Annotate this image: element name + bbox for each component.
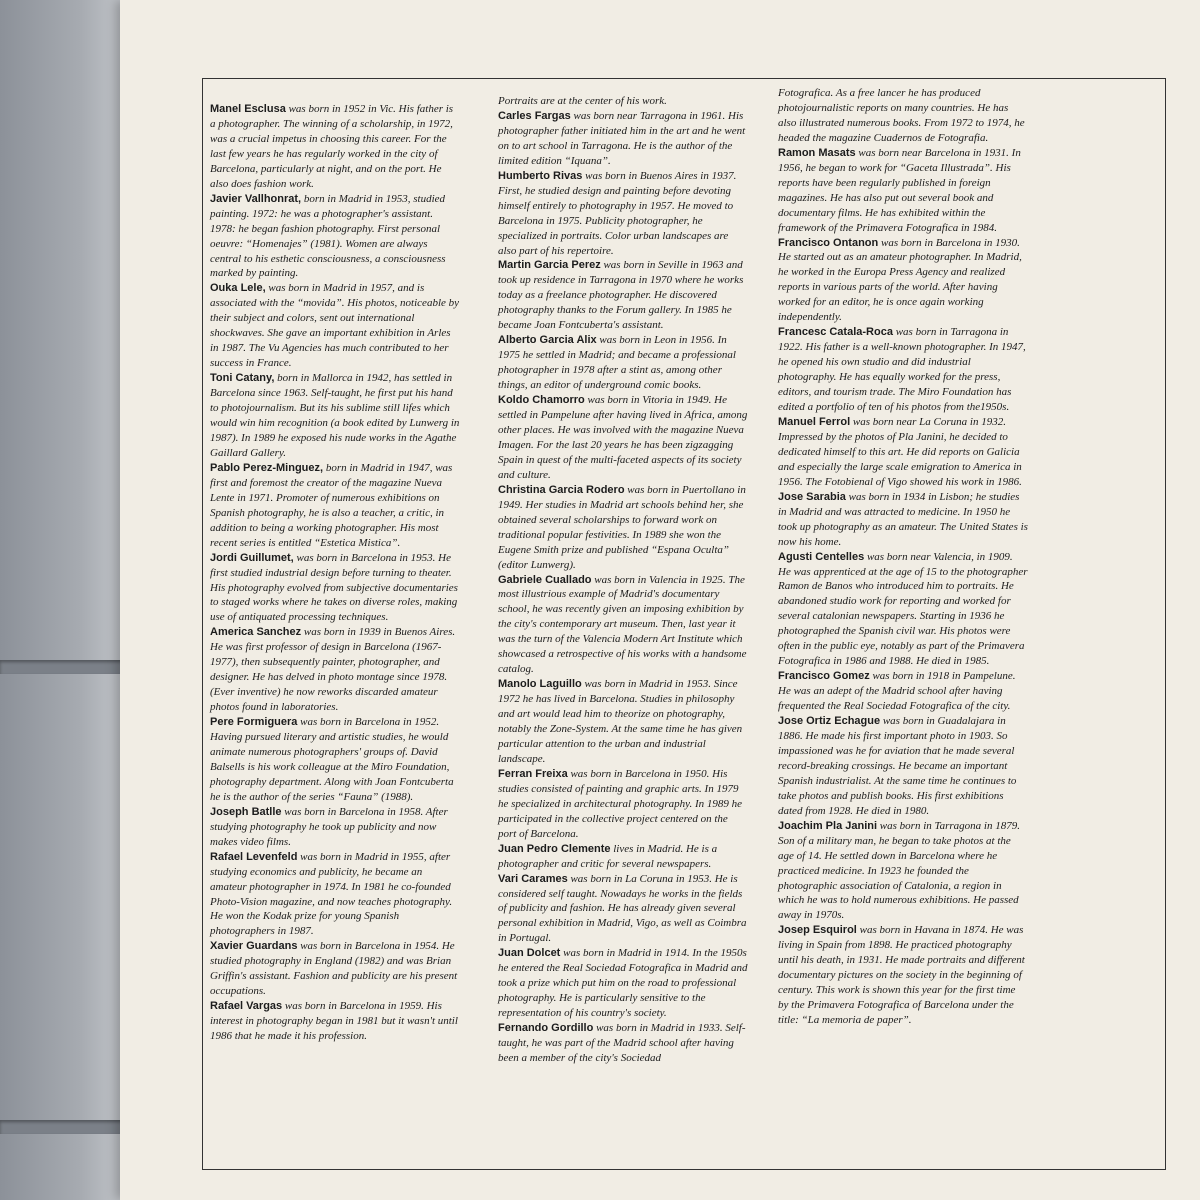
biography-text: was born in Buenos Aires in 1937. First, he studied design and painting before devoting himself entirely to photography in 1957. He moved to Barcelona in 1975. Publicity photographer, he specialized in portraits. Color urban landscapes are also part of his repertoire. [498,169,737,257]
biography-text: was born in Tarragona in 1922. His father is a well-known photographer. In 1947, he opened his own studio and did industrial photography. He has equally worked for the press, editors, and tourism trade. The Miro Foundation has edited a portfolio of ten of his photos from the1950s. [778,326,1026,414]
biography-entry [210,192,460,282]
biography-entry [498,842,748,872]
photographer-name: Humberto Rivas [498,169,583,182]
biography-text: was born in Leon in 1956. In 1975 he settled in Madrid; and became a professional photographer in 1978 after a stint as, among other things, an editor of underground comic books. [498,334,736,392]
biography-entry [210,999,460,1044]
photographer-name: Francisco Ontanon [778,236,879,249]
biography-entry [210,281,460,371]
biography-entry [210,850,460,940]
photographer-name: Pere Formiguera [210,716,298,729]
biography-text: was born in La Coruna in 1953. He is considered self taught. Nowadays he works in the fields of publicity and fashion. He has already given several personal exhibition in Madrid, Vigo, as well as Coimbra in Portugal. [498,872,747,945]
biography-entry [778,236,1028,326]
biography-entry [498,767,748,842]
biography-text: was born in Barcelona in 1958. After studying photography he took up publicity and now makes video films. [210,805,448,848]
biography-text: born in Mallorca in 1942, has settled in Barcelona since 1963. Self-taught, he first put his hand to photojournalism. But its his sublime still lifes which would win him recognition (a book edited by Lunwerg in 1987). In 1989 he exposed his nude works in the Agathe Gaillard Gallery. [210,372,460,459]
biography-entry [778,415,1028,490]
biography-text: was born in Barcelona in 1954. He studied photography in England (1982) and was Brian Griffin's assistant. Fashion and publicity are his present occupations. [210,940,458,998]
biography-entry [778,550,1028,670]
biography-entry [498,573,748,678]
photographer-name: Ouka Lele, [210,282,266,295]
biography-entry [778,325,1028,415]
photographer-name: Joachim Pla Janini [778,819,878,832]
biography-entry [498,333,748,393]
photographer-name: Francesc Catala-Roca [778,326,893,339]
biography-entry [210,461,460,551]
biography-entry [498,258,748,333]
biography-entry [498,946,748,1021]
biography-entry [498,483,748,573]
biography-entry [498,109,748,169]
photographer-name: Javier Vallhonrat, [210,192,302,205]
photographer-name: Koldo Chamorro [498,394,585,407]
photographer-name: America Sanchez [210,626,302,639]
photographer-name: Manel Esclusa [210,103,286,115]
photographer-name: Fernando Gordillo [498,1022,594,1035]
biography-text: was born in Seville in 1963 and took up residence in Tarragona in 1970 where he works today as a freelance photographer. He discovered photography thanks to the Forum gallery. In 1985 he became Joan Fontcuberta's assistant. [498,259,744,332]
biography-entry [210,715,460,805]
column-1 [210,102,460,1044]
biography-entry [210,371,460,461]
photographer-name: Jose Ortiz Echague [778,715,881,728]
biography-text: was born in Madrid in 1955, after studying economics and publicity, he became an amateur photographer in 1974. In 1981 he co-founded Photo-Vision magazine, and now teaches photography. He won the Kodak prize for young Spanish photographers in 1987. [210,850,453,938]
tray-slot [0,660,135,674]
photographer-name: Gabriele Cuallado [498,573,592,586]
biography-text: was born near Valencia, in 1909. He was apprenticed at the age of 15 to the photographer Ramon de Banos who introduced him to portraits. He abandoned studio work for reporting and worked for several catalonian newspapers. Starting in 1936 he photographed the Spanish civil war. His photos were often in the public eye, notably as part of the Primavera Fotografica in 1986 and 1988. He died in 1985. [778,550,1028,668]
continued-text: Fotografica. As a free lancer he has produced photojournalistic reports on many countries. He has also illustrated numerous books. From 1972 to 1974, he headed the magazine Cuadernos de Fotografia. [778,87,1025,144]
biography-text: was born in Madrid in 1953. Since 1972 he has lived in Barcelona. Studies in philosophy and art would lead him to theorize on photography, notably the Zone-System. At the same time he has given particular attention to the urban and industrial landscape. [498,678,743,765]
biography-text: lives in Madrid. He is a photographer and critic for several newspapers. [498,842,718,870]
photographer-name: Manolo Laguillo [498,678,582,691]
biography-text: was born in Tarragona in 1879. Son of a military man, he began to take photos at the age of 14. He settled down in Barcelona where he practiced medicine. In 1923 he founded the photographic association of Catalonia, a region in which he was to hold numerous exhibitions. He passed away in 1970s. [778,819,1020,922]
biography-entry [210,805,460,850]
biography-text: was born in Puertollano in 1949. Her studies in Madrid art schools behind her, she obtained several scholarships to forward work on traditional popular festivities. In 1989 she won the Eugene Smith prize and published “Espana Oculta” (editor Lunwerg). [498,483,746,571]
tray-slot [0,1120,135,1134]
biography-text: was born in Madrid in 1957, and is associated with the “movida”. His photos, noticeable by their subject and colors, sent out international shockwaves. She gave an important exhibition in Arles in 1987. The Vu Agencies has much contributed to her success in France. [210,282,460,370]
biography-text: born in Madrid in 1953, studied painting. 1972: he was a photographer's assistant. 1978: he began fashion photography. First personal oeuvre: “Homenajes” (1981). Women are always central to his esthetic consciousness, a consciousness marked by painting. [210,192,446,280]
photographer-name: Vari Carames [498,872,568,885]
photographer-name: Jose Sarabia [778,490,846,503]
photographer-name: Rafael Levenfeld [210,850,298,863]
biography-entry [778,923,1028,1028]
biography-entry [498,872,748,947]
photographer-name: Martin Garcia Perez [498,259,601,272]
biography-text: was born in Barcelona in 1950. His studies consisted of painting and graphic arts. In 1979 he specialized in architectural photography. In 1989 he participated in the collective project centered on the port of Barcelona. [498,767,742,840]
biography-entry [778,146,1028,236]
photographer-name: Juan Dolcet [498,947,561,960]
photographer-name: Agusti Centelles [778,550,865,563]
photographer-name: Jordi Guillumet, [210,551,294,564]
photographer-name: Xavier Guardans [210,940,298,953]
biography-text: was born in 1939 in Buenos Aires. He was first professor of design in Barcelona (1967-1977), then subsequently painter, photographer, and designer. He has delved in photo montage since 1978. (Ever inventive) he now reworks discarded amateur photos found in laboratories. [210,626,456,714]
biography-entry [210,625,460,715]
scanner-tray [0,0,135,1200]
biography-entry [778,819,1028,924]
biography-entry [210,939,460,999]
biography-text: was born in Barcelona in 1959. His interest in photography began in 1981 but it wasn't until 1986 that he made it his profession. [210,1000,458,1043]
photographer-name: Ramon Masats [778,146,856,159]
photographer-name: Joseph Batlle [210,805,282,818]
photographer-name: Alberto Garcia Alix [498,334,597,347]
biography-text: was born in Madrid in 1914. In the 1950s he entered the Real Sociedad Fotografica in Madrid and took a prize which put him on the road to professional photography. He is particularly sensitive to the representation of his country's society. [498,947,748,1020]
biography-text: was born near Barcelona in 1931. In 1956, he began to work for “Gaceta Illustrada”. His reports have been regularly published in foreign magazines. He has also put out several book and documentary films. He has exhibited within the framework of the Primavera Fotografica in 1984. [778,146,1021,234]
biography-entry [210,102,460,192]
biography-entry [778,669,1028,714]
biography-entry [498,677,748,767]
photographer-name: Carles Fargas [498,109,571,122]
biography-text: was born in Barcelona in 1953. He first studied industrial design before turning to theater. His photography evolved from subjective documentaries to staged works where he takes on diverse roles, making use of antiquated processing techniques. [210,551,458,624]
photographer-name: Rafael Vargas [210,1000,283,1013]
biography-entry [778,714,1028,819]
photographer-name: Ferran Freixa [498,767,568,780]
biography-text: was born near La Coruna in 1932. Impressed by the photos of Pla Janini, he decided to dedicated himself to this art. He did reports on Galicia and especially the large scale emigration to America in 1956. The Fotobienal of Vigo showed his work in 1986. [778,415,1022,488]
photographer-name: Toni Catany, [210,372,275,385]
biography-text: was born in Barcelona in 1930. He started out as an amateur photographer. In Madrid, he worked in the Europa Press Agency and realized reports in various parts of the world. After having worked for an editor, he is once again working independently. [778,236,1022,324]
biography-text: was born in Havana in 1874. He was living in Spain from 1898. He practiced photography until his death, in 1931. He made portraits and different documentary pictures on the society in the beginning of century. This work is shown this year for the first time by the Primavera Fotografica of Barcelona under the title: “La memoria de paper”. [778,924,1025,1027]
biography-entry [778,490,1028,550]
biography-text: was born in 1934 in Lisbon; he studies in Madrid and was attracted to medicine. In 1950 he took up photography as an amateur. The United States is now his home. [778,490,1028,548]
column-2 [498,94,748,1066]
biography-entry [498,1021,748,1066]
biography-text: was born near Tarragona in 1961. His photographer father initiated him in the art and he went on to art school in Tarragona. He is the author of the limited edition “Iquana”. [498,109,746,167]
biography-text: was born in Vitoria in 1949. He settled in Pampelune after having lived in Africa, among other places. He was involved with the magazine Nueva Imagen. For the last 20 years he has been zigzagging Spain in quest of the multi-faceted aspects of its society and culture. [498,394,748,481]
biography-text: born in Madrid in 1947, was first and foremost the creator of the magazine Nueva Lente in 1971. Promoter of numerous exhibitions on Spanish photography, he is also a teacher, a critic, in addition to being a working photographer. His most recent series is entitled “Estetica Mistica”. [210,461,453,549]
photographer-name: Manuel Ferrol [778,415,851,428]
biography-text: was born in Madrid in 1933. Self-taught, he was part of the Madrid school after having been a member of the city's Sociedad [498,1022,746,1064]
biography-text: was born in 1918 in Pampelune. He was an adept of the Madrid school after having frequented the Real Sociedad Fotografica of the city. [778,670,1016,713]
photographer-name: Josep Esquirol [778,924,857,937]
biography-entry [498,393,748,483]
photographer-name: Francisco Gomez [778,670,870,683]
biography-text: was born in Barcelona in 1952. Having pursued literary and artistic studies, he would animate numerous photographers' groups of. David Balsells is his work colleague at the Miro Foundation, photography department. Along with Joan Fontcuberta he is the author of the series “Fauna” (1988). [210,716,454,803]
photographer-name: Pablo Perez-Minguez, [210,461,324,474]
photographer-name: Christina Garcia Rodero [498,483,625,496]
continued-text: Portraits are at the center of his work. [498,95,667,107]
biography-text: was born in Valencia in 1925. The most illustrious example of Madrid's documentary school, he was recently given an imposing exhibition by the city's contemporary art museum. Then, last year it was the turn of the Valencia Modern Art Institute which showcased a retrospective of his works with a handsome catalog. [498,573,747,676]
biography-entry [498,169,748,259]
biography-entry [210,551,460,626]
photographer-name: Juan Pedro Clemente [498,842,611,855]
biography-text: was born in 1952 in Vic. His father is a photographer. The winning of a scholarship, in 1972, was a crucial impetus in choosing this career. For the last few years he has regularly worked in the city of Barcelona, particularly at night, and on the port. He also does fashion work. [210,103,454,190]
biography-text: was born in Guadalajara in 1886. He made his first important photo in 1903. So impassioned was he for aviation that he made several record-breaking crossings. He became an important Spanish industrialist. At the same time he continues to take photos and publish books. His first exhibitions dated from 1928. He died in 1980. [778,715,1017,817]
column-3 [778,86,1028,1028]
